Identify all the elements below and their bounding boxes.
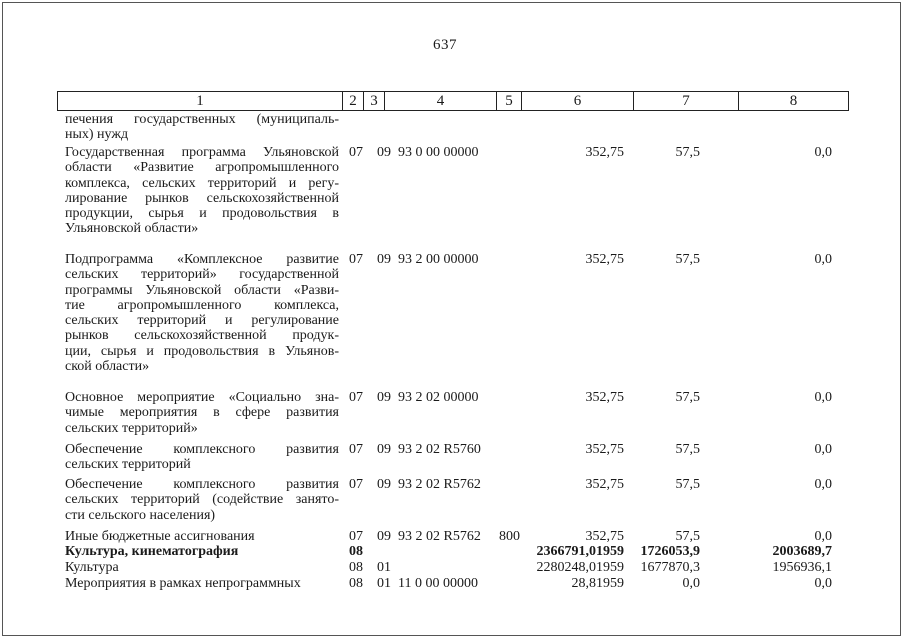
description-line: программы Ульяновской области «Разви- (65, 282, 339, 298)
description-line: Иные бюджетные ассигнования (65, 529, 255, 544)
cell-c2: 07 (349, 145, 363, 160)
description-line: сельских территорий (содействие занято- (65, 492, 339, 508)
cell-c2: 07 (349, 390, 363, 405)
row-description (65, 544, 339, 559)
row-description (65, 576, 339, 591)
description-line: Основное мероприятие «Социально зна- (65, 390, 339, 405)
description-line: Культура (65, 560, 119, 575)
table-row (0, 477, 905, 523)
cell-c3: 09 (377, 390, 391, 405)
description-line: Обеспечение комплексного развития (65, 477, 339, 492)
description-line: ных) нужд (65, 127, 129, 143)
cell-c6: 352,75 (585, 252, 624, 267)
table-row (0, 145, 905, 237)
cell-c8: 2003689,7 (772, 544, 832, 559)
cell-c2: 08 (349, 576, 363, 591)
cell-c7: 57,5 (675, 145, 700, 160)
cell-c3: 01 (377, 560, 391, 575)
cell-c3: 09 (377, 442, 391, 457)
cell-c8: 0,0 (814, 145, 832, 160)
description-line: рынков сельскохозяйственной продук- (65, 328, 339, 344)
description-line: чимые мероприятия в сфере развития (65, 405, 339, 421)
header-col-4: 4 (385, 92, 497, 110)
cell-c3: 09 (377, 252, 391, 267)
cell-c7: 57,5 (675, 477, 700, 492)
row-description (65, 477, 339, 523)
cell-c7: 57,5 (675, 390, 700, 405)
cell-c7: 0,0 (682, 576, 700, 591)
table-row (0, 390, 905, 436)
cell-c2: 08 (349, 560, 363, 575)
cell-c3: 01 (377, 576, 391, 591)
cell-c2: 08 (349, 544, 363, 559)
cell-c7: 1677870,3 (640, 560, 700, 575)
cell-c3: 09 (377, 477, 391, 492)
table-row (0, 529, 905, 544)
description-line: ции, сырья и продовольствия в Ульянов- (65, 343, 339, 359)
description-line: области «Развитие агропромышленного (65, 160, 339, 176)
description-line: сельских территорий и регулирование (65, 313, 339, 329)
cell-c4: 93 2 02 R5762 (398, 529, 481, 544)
description-line: ской области» (65, 359, 150, 375)
table-row (0, 576, 905, 591)
row-description (65, 112, 339, 143)
cell-c4: 93 2 00 00000 (398, 252, 479, 267)
cell-c8: 0,0 (814, 252, 832, 267)
cell-c7: 57,5 (675, 252, 700, 267)
row-description (65, 390, 339, 436)
description-line: тие агропромышленного комплекса, (65, 297, 339, 313)
cell-c3: 09 (377, 529, 391, 544)
description-line: продукции, сырья и продовольствия в (65, 206, 339, 222)
page-number: 637 (433, 37, 457, 53)
row-description (65, 442, 339, 473)
cell-c8: 0,0 (814, 529, 832, 544)
description-line: Обеспечение комплексного развития (65, 442, 339, 457)
table-row (0, 560, 905, 575)
header-col-2: 2 (343, 92, 364, 110)
row-description (65, 529, 339, 544)
cell-c4: 11 0 00 00000 (398, 576, 478, 591)
cell-c8: 0,0 (814, 442, 832, 457)
cell-c6: 2280248,01959 (536, 560, 624, 575)
cell-c2: 07 (349, 252, 363, 267)
cell-c7: 57,5 (675, 442, 700, 457)
cell-c8: 0,0 (814, 576, 832, 591)
cell-c2: 07 (349, 529, 363, 544)
table-row (0, 442, 905, 473)
table-row (0, 112, 905, 143)
header-col-7: 7 (634, 92, 739, 110)
description-line: Ульяновской области» (65, 221, 199, 237)
cell-c6: 352,75 (585, 442, 624, 457)
row-description (65, 252, 339, 374)
cell-c7: 1726053,9 (640, 544, 700, 559)
table-header (57, 91, 849, 111)
table-row (0, 544, 905, 559)
description-line: сти сельского населения) (65, 507, 216, 523)
description-line: Государственная программа Ульяновской (65, 145, 339, 160)
row-description (65, 145, 339, 237)
cell-c4: 93 2 02 R5762 (398, 477, 481, 492)
description-line: Мероприятия в рамках непрограммных (65, 576, 301, 591)
cell-c8: 1956936,1 (772, 560, 832, 575)
description-line: сельских территорий» государственной (65, 267, 339, 283)
header-col-3: 3 (364, 92, 385, 110)
header-col-1: 1 (58, 92, 343, 110)
cell-c6: 2366791,01959 (536, 544, 624, 559)
header-col-6: 6 (522, 92, 634, 110)
description-line: печения государственных (муниципаль- (65, 112, 339, 127)
description-line: Подпрограмма «Комплексное развитие (65, 252, 339, 267)
header-col-5: 5 (497, 92, 522, 110)
cell-c5: 800 (499, 529, 520, 544)
cell-c2: 07 (349, 442, 363, 457)
cell-c6: 352,75 (585, 390, 624, 405)
description-line: комплекса, сельских территорий и регу- (65, 175, 339, 191)
header-col-8: 8 (789, 93, 798, 109)
description-line: сельских территорий» (65, 420, 198, 436)
description-line: Культура, кинематография (65, 544, 239, 559)
cell-c4: 93 2 02 00000 (398, 390, 479, 405)
cell-c6: 28,81959 (571, 576, 624, 591)
cell-c8: 0,0 (814, 477, 832, 492)
cell-c6: 352,75 (585, 145, 624, 160)
cell-c8: 0,0 (814, 390, 832, 405)
table-row (0, 252, 905, 374)
row-description (65, 560, 339, 575)
cell-c4: 93 2 02 R5760 (398, 442, 481, 457)
cell-c3: 09 (377, 145, 391, 160)
cell-c2: 07 (349, 477, 363, 492)
description-line: сельских территорий (65, 457, 191, 473)
cell-c4: 93 0 00 00000 (398, 145, 479, 160)
cell-c6: 352,75 (585, 477, 624, 492)
cell-c7: 57,5 (675, 529, 700, 544)
cell-c6: 352,75 (585, 529, 624, 544)
description-line: лирование рынков сельскохозяйственной (65, 190, 339, 206)
